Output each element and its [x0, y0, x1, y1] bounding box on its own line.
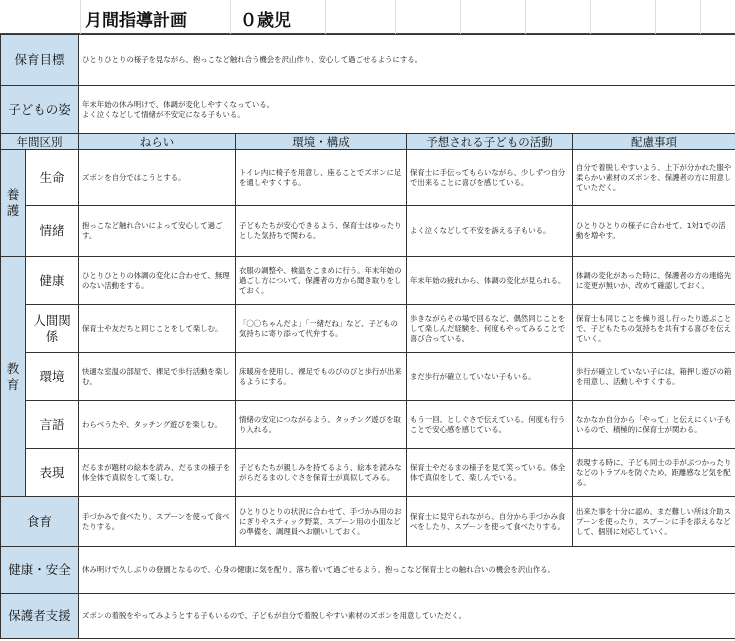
child-state-line: 年末年始の休み明けで、体調が変化しやすくなっている。: [82, 99, 275, 109]
cell: 保育士も同じことを繰り返し行ったり遊ぶことで、子どもたちの気持ちを共有する喜びを伝えていく。: [573, 305, 735, 353]
health-safety-label: 健康・安全: [1, 547, 79, 594]
plan-title: 月間指導計画: [85, 11, 187, 31]
column-header-expected-activity: 予想される子どもの活動: [407, 134, 573, 150]
cell: ひとりひとりの体調の変化に合わせて、無理のない活動をする。: [79, 257, 236, 305]
column-header-environment: 環境・構成: [236, 134, 407, 150]
table-row: [1, 257, 735, 305]
table-row: [1, 150, 735, 206]
table-row: [1, 449, 735, 497]
cell: トイレ内に椅子を用意し、座ることでズボンに足を通しやすくする。: [236, 150, 407, 206]
child-state-text: [79, 86, 735, 134]
cell: 子どもたちが親しみを持てるよう、絵本を読みながらだるまのしぐさを保育士が真似してみる。: [236, 449, 407, 497]
cell: だるまが題材の絵本を読み、だるまの様子を体全体で真似をして楽しむ。: [79, 449, 236, 497]
cell: 手づかみで食べたり、スプーンを使って食べたりする。: [79, 497, 236, 547]
row-label: 言語: [26, 401, 79, 449]
food-label: 食育: [1, 497, 79, 547]
column-header-considerations: 配慮事項: [573, 134, 735, 150]
cell: まだ歩行が確立していない子もいる。: [407, 353, 573, 401]
age-label: ０歳児: [240, 11, 291, 31]
health-safety-text: 休み明けで久しぶりの登園となるので、心身の健康に気を配り、落ち着いて過ごせるよう、抱っこなど保育士との触れ合いの機会を沢山作る。: [79, 547, 735, 594]
row-label: 環境: [26, 353, 79, 401]
cell: 情緒の安定につながるよう、タッチング遊びを取り入れる。: [236, 401, 407, 449]
cell: 年末年始の疲れから、体調の変化が見られる。: [407, 257, 573, 305]
cell: 抱っこなど触れ合いによって安心して過ごす。: [79, 206, 236, 257]
cell: わらべうたや、タッチング遊びを楽しむ。: [79, 401, 236, 449]
child-state-label: 子どもの姿: [1, 86, 79, 134]
row-label: 情緒: [26, 206, 79, 257]
cell: 保育士やだるまの様子を見て笑っている。体全体で真似をして、楽しんでいる。: [407, 449, 573, 497]
cell: 歩きながらその場で回るなど、偶然同じことをして楽しんだ経験を、何度もやってみることで喜び合っている。: [407, 305, 573, 353]
table-row: [1, 497, 735, 547]
row-label: 生命: [26, 150, 79, 206]
cell: 快適な室温の部屋で、裸足で歩行活動を楽しむ。: [79, 353, 236, 401]
cell: 自分で着脱しやすいよう、上下が分かれた服や柔らかい素材のズボンを、保護者の方に用意していただく。: [573, 150, 735, 206]
goal-text: ひとりひとりの様子を見ながら、抱っこなど触れ合う機会を沢山作り、安心して過ごせるようにする。: [79, 35, 735, 86]
category-header: 年間区別: [1, 134, 79, 150]
cell: 表現する時に、子ども同士の手がぶつかったりなどのトラブルを防ぐため、距離感など気を配る。: [573, 449, 735, 497]
cell: 歩行が確立していない子には、箱押し遊びの箱を用意し、活動しやすくする。: [573, 353, 735, 401]
cell: 「〇〇ちゃんだよ」「一緒だね」など、子どもの気持ちに寄り添って代弁する。: [236, 305, 407, 353]
cell: 子どもたちが安心できるよう、保育士はゆったりとした気持ちで関わる。: [236, 206, 407, 257]
cell: 衣服の調整や、検温をこまめに行う。年末年始の過ごし方について、保護者の方から聞き取りをしておく。: [236, 257, 407, 305]
cell: 出来た事を十分に認め、まだ難しい所は介助スプーンを使ったり、スプーンに手を添えるなどして、個別に対応していく。: [573, 497, 735, 547]
child-state-line: よく泣くなどして情緒が不安定になる子もいる。: [82, 109, 245, 119]
cell: ひとりひとりの様子に合わせて、1対1での活動を増やす。: [573, 206, 735, 257]
goal-label: 保育目標: [1, 35, 79, 86]
table-row: [1, 305, 735, 353]
row-label: 健康: [26, 257, 79, 305]
cell: 床暖房を使用し、裸足でものびのびと歩行が出来るようにする。: [236, 353, 407, 401]
plan-table: [0, 34, 735, 639]
table-row: [1, 401, 735, 449]
cell: 体調の変化があった時に、保護者の方の連絡先に変更が無いか、改めて確認しておく。: [573, 257, 735, 305]
cell: なかなか自分から「やって」と伝えにくい子もいるので、積極的に保育士が関わる。: [573, 401, 735, 449]
row-label: 人間関係: [26, 305, 79, 353]
column-header-aim: ねらい: [79, 134, 236, 150]
cell: 保育士に手伝ってもらいながら、少しずつ自分で出来ることに喜びを感じている。: [407, 150, 573, 206]
cell: 保育士や友だちと同じことをして楽しむ。: [79, 305, 236, 353]
table-row: [1, 353, 735, 401]
row-label: 表現: [26, 449, 79, 497]
cell: ひとりひとりの状況に合わせて、手づかみ用のおにぎりやスティック野菜、スプーン用の小皿などの準備を、調理員へお願いしておく。: [236, 497, 407, 547]
table-row: [1, 206, 735, 257]
cell: ズボンを自分ではこうとする。: [79, 150, 236, 206]
kyoiku-label: 教育: [1, 257, 26, 497]
yogo-label: 養護: [1, 150, 26, 257]
cell: もう一回、としぐさで伝えている。何度も行うことで安心感を感じている。: [407, 401, 573, 449]
parent-support-label: 保護者支援: [1, 594, 79, 639]
cell: 保育士に見守られながら、自分から手づかみ食べをしたり、スプーンを使って食べたりする。: [407, 497, 573, 547]
parent-support-text: ズボンの着脱をやってみようとする子もいるので、子どもが自分で着脱しやすい素材のズボンを用意していただく。: [79, 594, 735, 639]
cell: よく泣くなどして不安を訴える子もいる。: [407, 206, 573, 257]
